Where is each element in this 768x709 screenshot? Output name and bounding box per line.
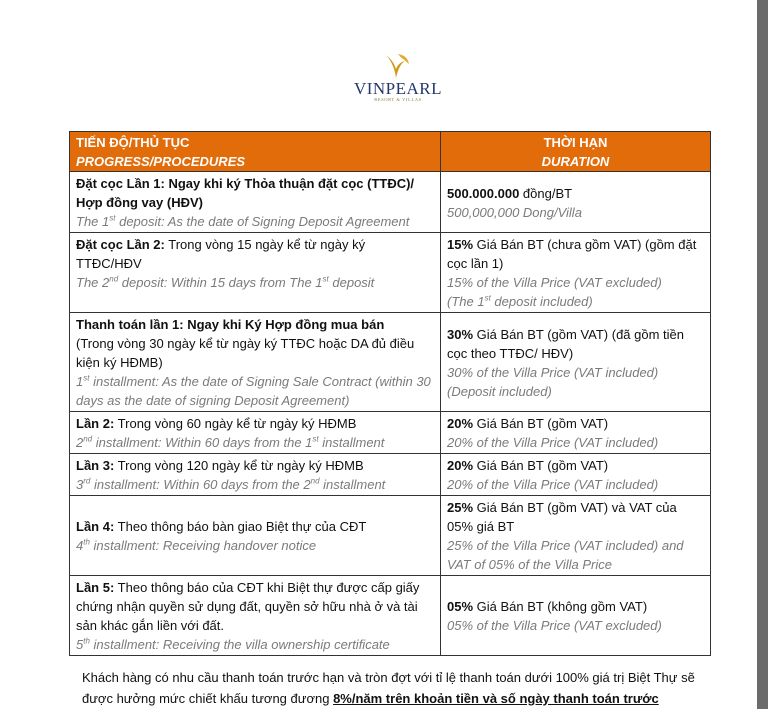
duration-cell [441, 313, 711, 412]
cell-line-bold: 20% [447, 458, 474, 473]
progress-cell [70, 313, 441, 412]
cell-line-bold: 05% [447, 599, 474, 614]
cell-line [76, 235, 434, 273]
header-duration-vi: THỜI HẠN [543, 135, 608, 150]
table-row [70, 172, 711, 233]
header-duration-cell [441, 132, 711, 172]
cell-line-text: Trong vòng 15 ngày kể từ ngày ký TTĐC/HĐV [76, 237, 366, 271]
header-progress-cell [70, 132, 441, 172]
cell-line-bold: 20% [447, 416, 474, 431]
header-progress-vi: TIẾN ĐỘ/THỦ TỤC [76, 135, 190, 150]
cell-line: Đặt cọc Lần 1: Ngay khi ký Thỏa thuận đặt cọc (TTĐC)/ Hợp đồng vay (HĐV) [76, 176, 415, 210]
cell-line-english: 20% of the Villa Price (VAT included) [447, 435, 659, 450]
logo-tagline: RESORT & VILLAS [374, 97, 422, 102]
cell-line-bold: Lần 5: [76, 580, 115, 595]
table-row [70, 496, 711, 576]
vinpearl-logo [352, 52, 444, 104]
cell-line-english: 2nd installment: Within 60 days from the 1st installment [76, 434, 385, 450]
duration-cell [441, 233, 711, 313]
cell-line-english: 5th installment: Receiving the villa ownership certificate [76, 636, 390, 652]
header-progress-en: PROGRESS/PROCEDURES [76, 154, 246, 169]
cell-line-text: Trong vòng 120 ngày kể từ ngày ký HĐMB [114, 458, 364, 473]
duration-cell [441, 412, 711, 454]
note-text: Khách hàng có nhu cầu thanh toán trước hạn và tròn đợt với tỉ lệ thanh toán dưới 100% giá trị Biệt Thự sẽ được hưởng mức chiết khấu tương đương [82, 670, 695, 706]
cell-line-english: 500,000,000 Dong/Villa [447, 204, 582, 220]
cell-line [447, 325, 704, 363]
cell-line-text: Giá Bán BT (gồm VAT) (đã gồm tiền cọc theo TTĐC/ HĐV) [447, 326, 685, 361]
cell-line-english: 3rd installment: Within 60 days from the 2nd installment [76, 476, 386, 492]
cell-line-english: 20% of the Villa Price (VAT included) [447, 477, 659, 492]
duration-cell [441, 496, 711, 576]
cell-line-text: Giá Bán BT (chưa gồm VAT) (gồm đặt cọc lần 1) [447, 237, 697, 271]
cell-line [447, 456, 704, 475]
progress-cell [70, 496, 441, 576]
progress-cell [70, 233, 441, 313]
cell-line-english: 4th installment: Receiving handover notice [76, 537, 317, 553]
duration-cell [441, 576, 711, 656]
cell-line-english: 25% of the Villa Price (VAT included) and VAT of 05% of the Villa Price [447, 538, 684, 572]
cell-line [447, 597, 704, 616]
cell-line-english: (Deposit included) [447, 383, 552, 399]
logo-wordmark: VINPEARL [353, 79, 443, 98]
cell-line-bold: Lần 3: [76, 458, 115, 473]
cell-line [76, 456, 434, 475]
cell-line: Thanh toán lần 1: Ngay khi Ký Hợp đồng mua bán [76, 317, 385, 332]
cell-line-english: 05% of the Villa Price (VAT excluded) [447, 618, 662, 633]
cell-line-text: Giá Bán BT (không gồm VAT) [473, 599, 648, 614]
cell-line: (Trong vòng 30 ngày kể từ ngày ký TTĐC hoặc DA đủ điều kiện ký HĐMB) [76, 336, 415, 370]
table-row [70, 576, 711, 656]
cell-line [76, 578, 434, 635]
cell-line [447, 235, 704, 273]
duration-cell [441, 454, 711, 496]
cell-line-english: 15% of the Villa Price (VAT excluded) [447, 275, 662, 290]
early-payment-note [82, 667, 722, 709]
progress-cell [70, 454, 441, 496]
note-highlight: 8%/năm trên khoản tiền và số ngày thanh toán trước [333, 691, 659, 706]
cell-line-text: đồng/BT [519, 185, 573, 201]
table-row [70, 412, 711, 454]
cell-line-english: (The 1st deposit included) [447, 293, 593, 309]
cell-line-bold: Đặt cọc Lần 2: [76, 237, 165, 252]
cell-line [76, 414, 434, 433]
cell-line-text: Theo thông báo của CĐT khi Biệt thự được cấp giấy chứng nhận quyền sử dụng đất, quyền sở hữu nhà ở và tài sản khác gắn liền với đất. [76, 580, 420, 633]
cell-line-bold: 15% [447, 237, 474, 252]
cell-line-bold: Lần 4: [76, 519, 115, 534]
cell-line-english: 1st installment: As the date of Signing Sale Contract (within 30 days as the date of signing Deposit Agreement) [76, 373, 431, 408]
table-row [70, 313, 711, 412]
cell-line-bold: 30% [447, 326, 474, 342]
cell-line [447, 414, 704, 433]
cell-line-bold: 25% [447, 500, 474, 515]
header-duration-en: DURATION [541, 154, 610, 169]
cell-line-text: Giá Bán BT (gồm VAT) [473, 458, 609, 473]
table-row [70, 454, 711, 496]
progress-cell [70, 412, 441, 454]
cell-line-text: Trong vòng 60 ngày kể từ ngày ký HĐMB [114, 416, 357, 431]
cell-line-bold: Lần 2: [76, 416, 115, 431]
progress-cell [70, 576, 441, 656]
cell-line-bold: 500.000.000 [447, 185, 520, 201]
cell-line-text: Giá Bán BT (gồm VAT) và VAT của 05% giá BT [447, 500, 677, 534]
cell-line-english: The 1st deposit: As the date of Signing Deposit Agreement [76, 213, 410, 229]
cell-line-text: Giá Bán BT (gồm VAT) [473, 416, 609, 431]
cell-line [76, 517, 434, 536]
cell-line-text: Theo thông báo bàn giao Biệt thự của CĐT [114, 519, 367, 534]
progress-cell [70, 172, 441, 233]
table-header-row [70, 132, 711, 172]
table-row [70, 233, 711, 313]
duration-cell [441, 172, 711, 233]
cell-line-english: The 2nd deposit: Within 15 days from The 1st deposit [76, 274, 375, 290]
cell-line [447, 498, 704, 536]
payment-schedule-table [69, 131, 711, 656]
cell-line [447, 184, 704, 203]
vinpearl-mark-icon [383, 52, 413, 80]
cell-line-english: 30% of the Villa Price (VAT included) [447, 364, 659, 380]
